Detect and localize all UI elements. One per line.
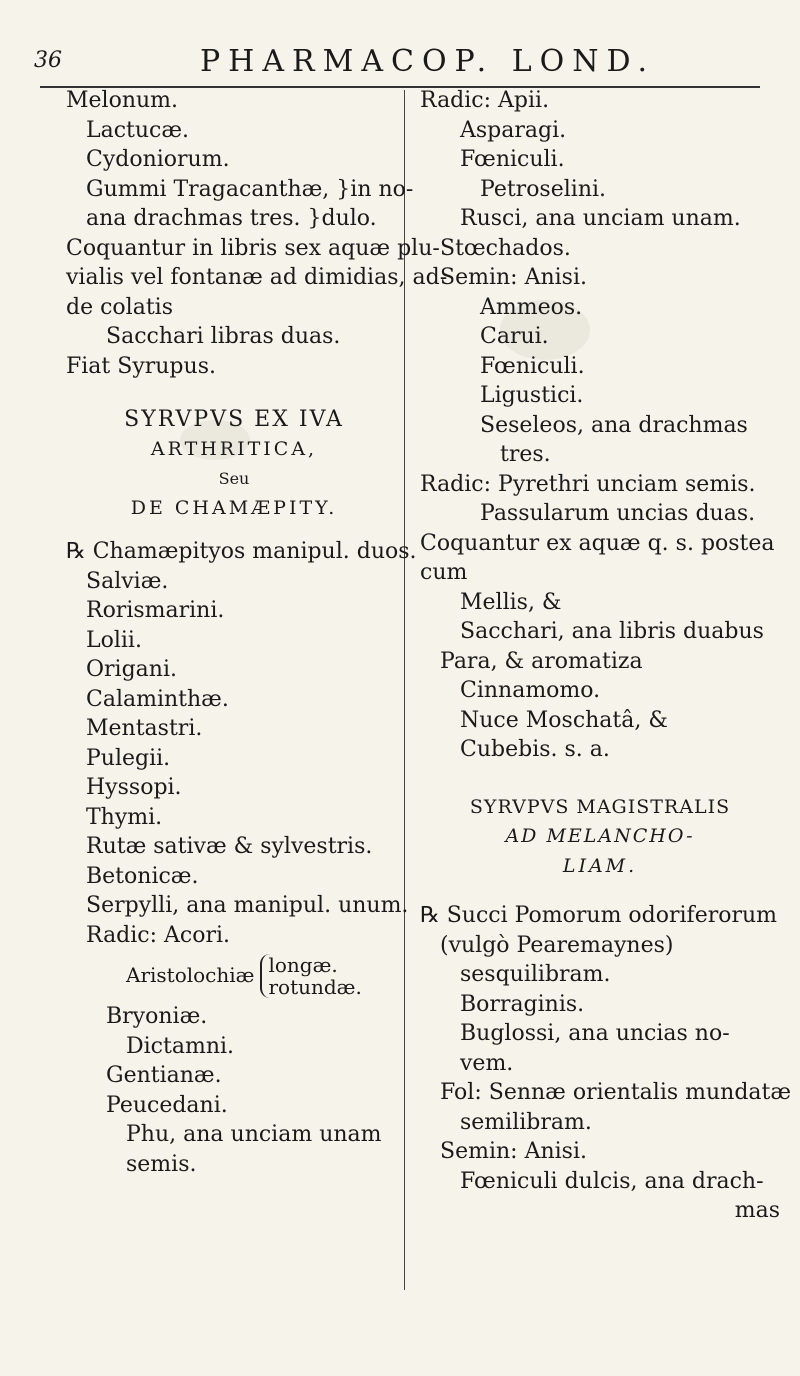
text-line: Gummi Tragacanthæ, }in no- <box>86 176 414 202</box>
text-line: Fol: Sennæ orientalis mundatæ <box>440 1080 792 1105</box>
right-recipe-lines <box>420 86 780 765</box>
text-line: Rutæ sativæ & sylvestris. <box>86 834 373 859</box>
text-line: Coquantur ex aquæ q. s. postea <box>420 530 775 556</box>
text-line: Bryoniæ. <box>106 1004 208 1029</box>
text-line: Para, & aromatiza <box>440 648 643 674</box>
text-line: Ligustici. <box>480 383 584 408</box>
text-line: Thymi. <box>86 804 163 830</box>
aristolochia-brace <box>260 954 361 998</box>
recipe-heading-line: LIAM. <box>562 854 638 877</box>
text-line: Buglossi, ana uncias no- <box>460 1021 730 1046</box>
text-line: Rorismarini. <box>86 598 225 623</box>
text-line: semis. <box>126 1151 197 1177</box>
text-line: Rusci, ana unciam unam. <box>460 206 741 231</box>
text-line: de colatis <box>66 294 173 320</box>
page-number: 36 <box>34 48 62 73</box>
spacer <box>420 881 780 901</box>
text-line: mas <box>734 1198 780 1223</box>
text-line: Radic: Pyrethri unciam semis. <box>420 471 756 497</box>
text-line: Fiat Syrupus. <box>66 353 216 379</box>
text-line: Sacchari libras duas. <box>106 324 341 349</box>
text-line: (vulgò Pearemaynes) <box>440 932 674 958</box>
text-line: Gentianæ. <box>106 1063 222 1088</box>
text-line: Cubebis. s. a. <box>460 737 610 762</box>
recipe-heading-line: SYRVPVS EX IVA <box>124 407 344 432</box>
text-line: Seseleos, ana drachmas <box>480 412 748 438</box>
recipe-heading-line: ARTHRITICA, <box>150 437 318 460</box>
text-line: Phu, ana unciam unam <box>126 1122 382 1147</box>
text-line: Pulegii. <box>86 745 171 771</box>
text-line: Origani. <box>86 657 177 682</box>
text-line: cum <box>420 560 468 585</box>
text-line: Cydoniorum. <box>86 147 230 172</box>
text-line: Lactucæ. <box>86 117 190 143</box>
text-line: Carui. <box>480 324 549 349</box>
text-line: Passularum uncias duas. <box>480 501 756 526</box>
spacer <box>66 523 402 537</box>
text-line: Serpylli, ana manipul. unum. <box>86 893 409 918</box>
text-line: Cinnamomo. <box>460 678 601 703</box>
recipe-heading-line: AD MELANCHO- <box>505 825 695 847</box>
text-line: tres. <box>500 442 551 467</box>
text-line: Fœniculi dulcis, ana drach- <box>460 1168 764 1194</box>
text-line: Salviæ. <box>86 568 169 594</box>
recipe-heading-line: Seu <box>218 469 250 488</box>
text-line: Coquantur in libris sex aquæ plu- <box>66 235 440 261</box>
text-line: Melonum. <box>66 88 179 113</box>
text-line: ana drachmas tres. }dulo. <box>86 206 377 231</box>
recipe-heading-line: SYRVPVS MAGISTRALIS <box>469 795 731 818</box>
running-title: PHARMACOP. LOND. <box>200 44 655 79</box>
left-recipe-ingredients <box>66 537 417 950</box>
text-line: ℞ Succi Pomorum odoriferorum <box>420 903 778 928</box>
text-line: sesquilibram. <box>460 962 611 987</box>
text-line: Semin: Anisi. <box>440 1139 587 1164</box>
right-recipe-ingredients <box>420 901 792 1226</box>
text-line: vem. <box>460 1050 514 1076</box>
text-line: Fœniculi. <box>460 147 565 172</box>
recipe-heading-line: DE CHAMÆPITY. <box>130 496 338 519</box>
text-line: Peucedani. <box>106 1092 228 1118</box>
text-line: ℞ Chamæpityos manipul. duos. <box>66 539 417 564</box>
text-line: Sacchari, ana libris duabus <box>460 619 764 644</box>
text-line: Semin: Anisi. <box>440 265 587 290</box>
text-line: Ammeos. <box>480 294 583 320</box>
text-line: semilibram. <box>460 1109 592 1135</box>
right-column <box>420 86 792 1226</box>
text-line: Hyssopi. <box>86 775 182 800</box>
left-recipe-ingredients-cont <box>66 1002 402 1179</box>
spacer <box>420 765 780 793</box>
aristolochia-option: longæ. <box>268 953 338 977</box>
text-line: Mentastri. <box>86 716 203 741</box>
aristolochia-label: Aristolochiæ <box>126 963 255 988</box>
text-line: Petroselini. <box>480 176 607 202</box>
text-line: Borraginis. <box>460 991 585 1017</box>
text-line: Lolii. <box>86 627 142 653</box>
text-line: Mellis, & <box>460 589 562 615</box>
text-line: Dictamni. <box>126 1033 235 1059</box>
text-line: Stœchados. <box>440 235 571 261</box>
text-line: Radic: Apii. <box>420 88 550 113</box>
page-header <box>30 42 770 82</box>
text-line: Fœniculi. <box>480 353 585 379</box>
text-line: Betonicæ. <box>86 863 199 889</box>
aristolochia-line <box>66 954 402 998</box>
aristolochia-option: rotundæ. <box>268 975 362 999</box>
text-line: vialis vel fontanæ ad dimidias, ad- <box>66 265 448 290</box>
text-line: Asparagi. <box>460 117 567 143</box>
text-line: Radic: Acori. <box>86 922 231 948</box>
spacer <box>66 381 402 405</box>
left-recipe-lines <box>66 86 448 381</box>
text-line: Calaminthæ. <box>86 686 229 712</box>
text-line: Nuce Moschatâ, & <box>460 707 668 733</box>
